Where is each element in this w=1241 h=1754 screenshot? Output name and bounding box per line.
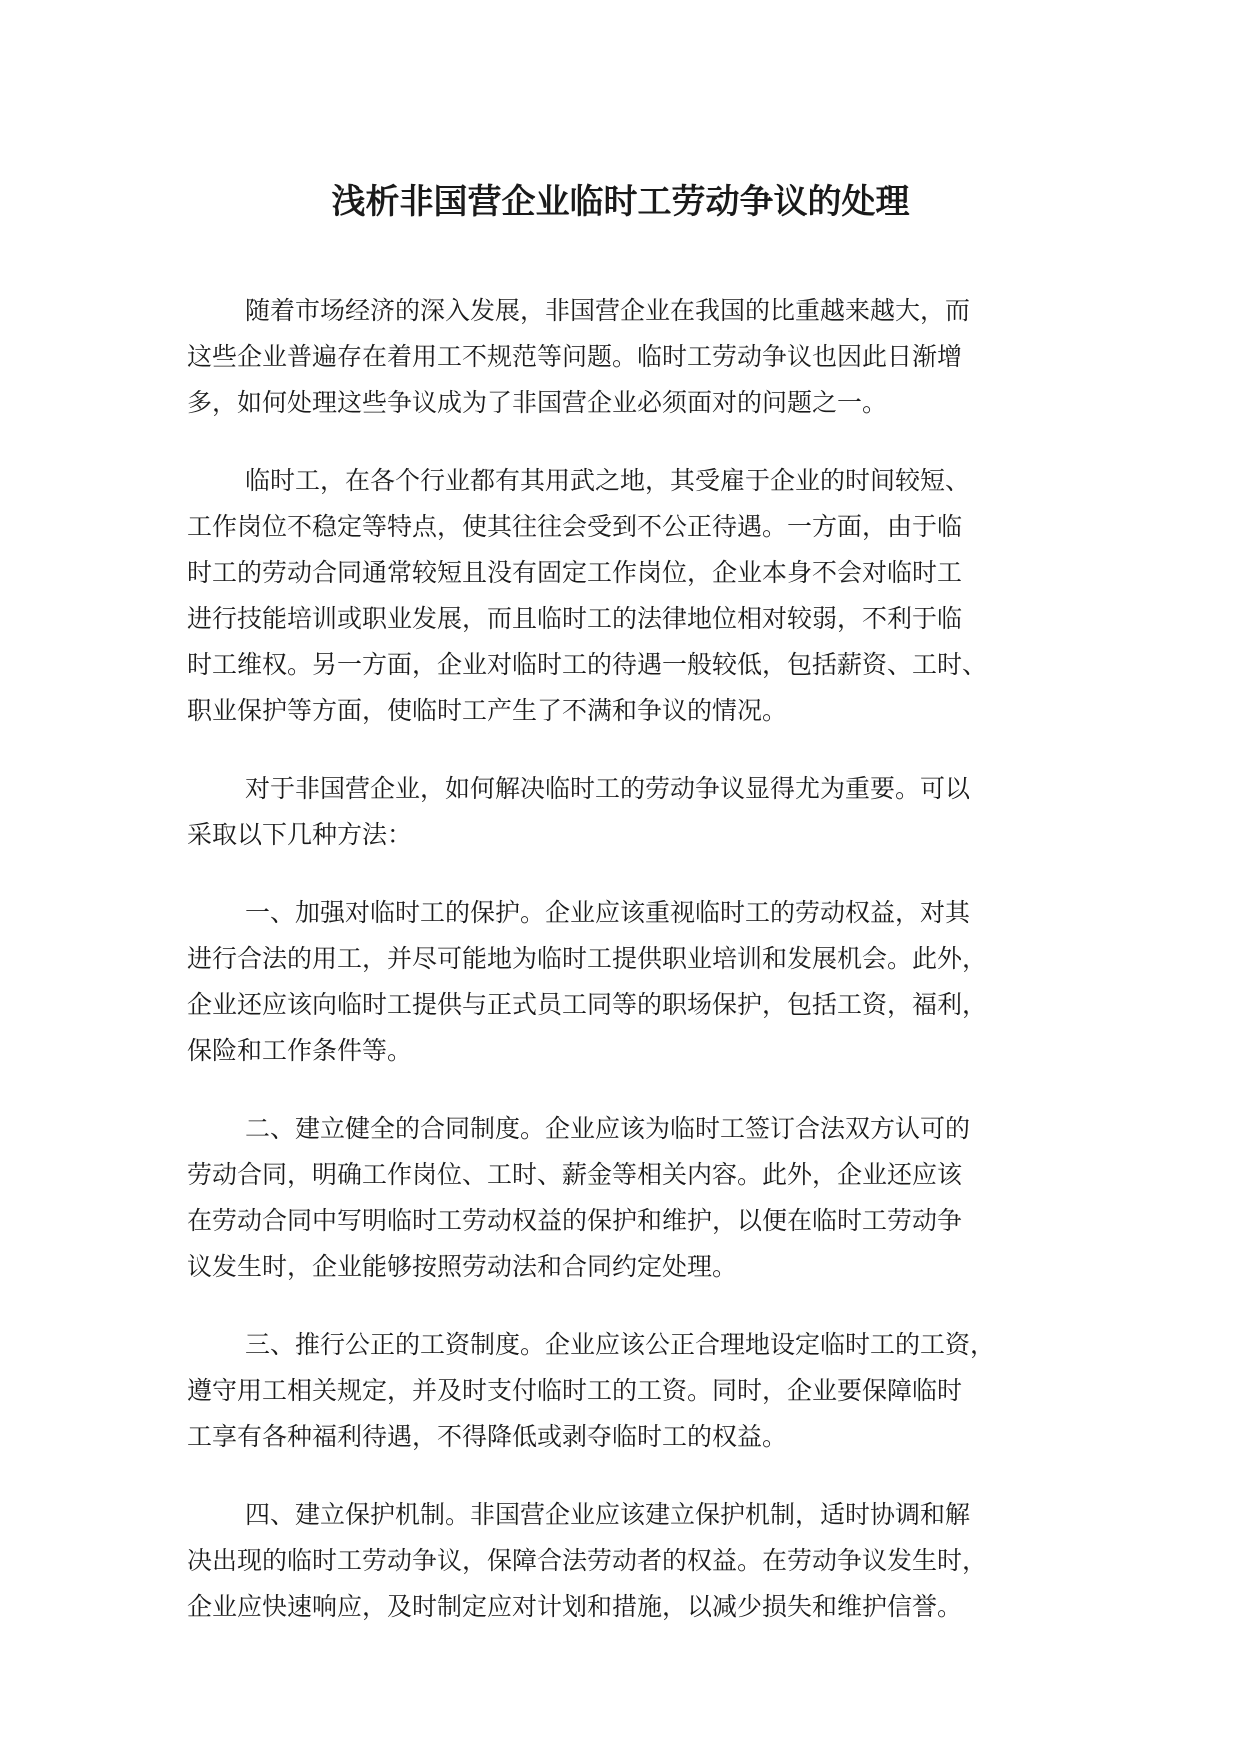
- paragraph-line: 企业还应该向临时工提供与正式员工同等的职场保护，包括工资，福利，: [187, 990, 988, 1019]
- document-title: 浅析非国营企业临时工劳动争议的处理: [331, 182, 910, 222]
- paragraph-line: 时工的劳动合同通常较短且没有固定工作岗位，企业本身不会对临时工: [187, 558, 963, 587]
- paragraph-line: 这些企业普遍存在着用工不规范等问题。临时工劳动争议也因此日渐增: [187, 342, 963, 371]
- paragraph-line: 保险和工作条件等。: [187, 1036, 413, 1065]
- paragraph-line: 时工维权。另一方面，企业对临时工的待遇一般较低，包括薪资、工时、: [187, 650, 988, 679]
- paragraph-line: 决出现的临时工劳动争议，保障合法劳动者的权益。在劳动争议发生时，: [187, 1546, 988, 1575]
- paragraph-line: 一、加强对临时工的保护。企业应该重视临时工的劳动权益，对其: [245, 898, 971, 927]
- paragraph-line: 劳动合同，明确工作岗位、工时、薪金等相关内容。此外，企业还应该: [187, 1160, 963, 1189]
- paragraph-line: 随着市场经济的深入发展，非国营企业在我国的比重越来越大，而: [245, 296, 971, 325]
- paragraph-line: 职业保护等方面，使临时工产生了不满和争议的情况。: [187, 696, 788, 725]
- paragraph-line: 企业应快速响应，及时制定应对计划和措施，以减少损失和维护信誉。: [187, 1592, 963, 1621]
- paragraph: [187, 890, 1067, 1074]
- paragraph: [187, 458, 1067, 734]
- paragraph: [187, 288, 1067, 426]
- paragraph-line: 工享有各种福利待遇，不得降低或剥夺临时工的权益。: [187, 1422, 788, 1451]
- paragraph-line: 三、推行公正的工资制度。企业应该公正合理地设定临时工的工资，: [245, 1330, 996, 1359]
- paragraph-line: 工作岗位不稳定等特点，使其往往会受到不公正待遇。一方面，由于临: [187, 512, 963, 541]
- paragraph: [187, 1106, 1067, 1290]
- paragraph-line: 对于非国营企业，如何解决临时工的劳动争议显得尤为重要。可以: [245, 774, 971, 803]
- paragraph: [187, 766, 1067, 858]
- paragraph-line: 二、建立健全的合同制度。企业应该为临时工签订合法双方认可的: [245, 1114, 971, 1143]
- paragraph-line: 多，如何处理这些争议成为了非国营企业必须面对的问题之一。: [187, 388, 888, 417]
- paragraph-line: 遵守用工相关规定，并及时支付临时工的工资。同时，企业要保障临时: [187, 1376, 963, 1405]
- document-body: [187, 288, 1067, 1662]
- paragraph-line: 四、建立保护机制。非国营企业应该建立保护机制，适时协调和解: [245, 1500, 971, 1529]
- paragraph-line: 临时工，在各个行业都有其用武之地，其受雇于企业的时间较短、: [245, 466, 971, 495]
- paragraph-line: 议发生时，企业能够按照劳动法和合同约定处理。: [187, 1252, 738, 1281]
- paragraph: [187, 1492, 1067, 1630]
- paragraph: [187, 1322, 1067, 1460]
- paragraph-line: 在劳动合同中写明临时工劳动权益的保护和维护，以便在临时工劳动争: [187, 1206, 963, 1235]
- paragraph-line: 进行技能培训或职业发展，而且临时工的法律地位相对较弱，不利于临: [187, 604, 963, 633]
- paragraph-line: 进行合法的用工，并尽可能地为临时工提供职业培训和发展机会。此外，: [187, 944, 988, 973]
- paragraph-line: 采取以下几种方法：: [187, 820, 413, 849]
